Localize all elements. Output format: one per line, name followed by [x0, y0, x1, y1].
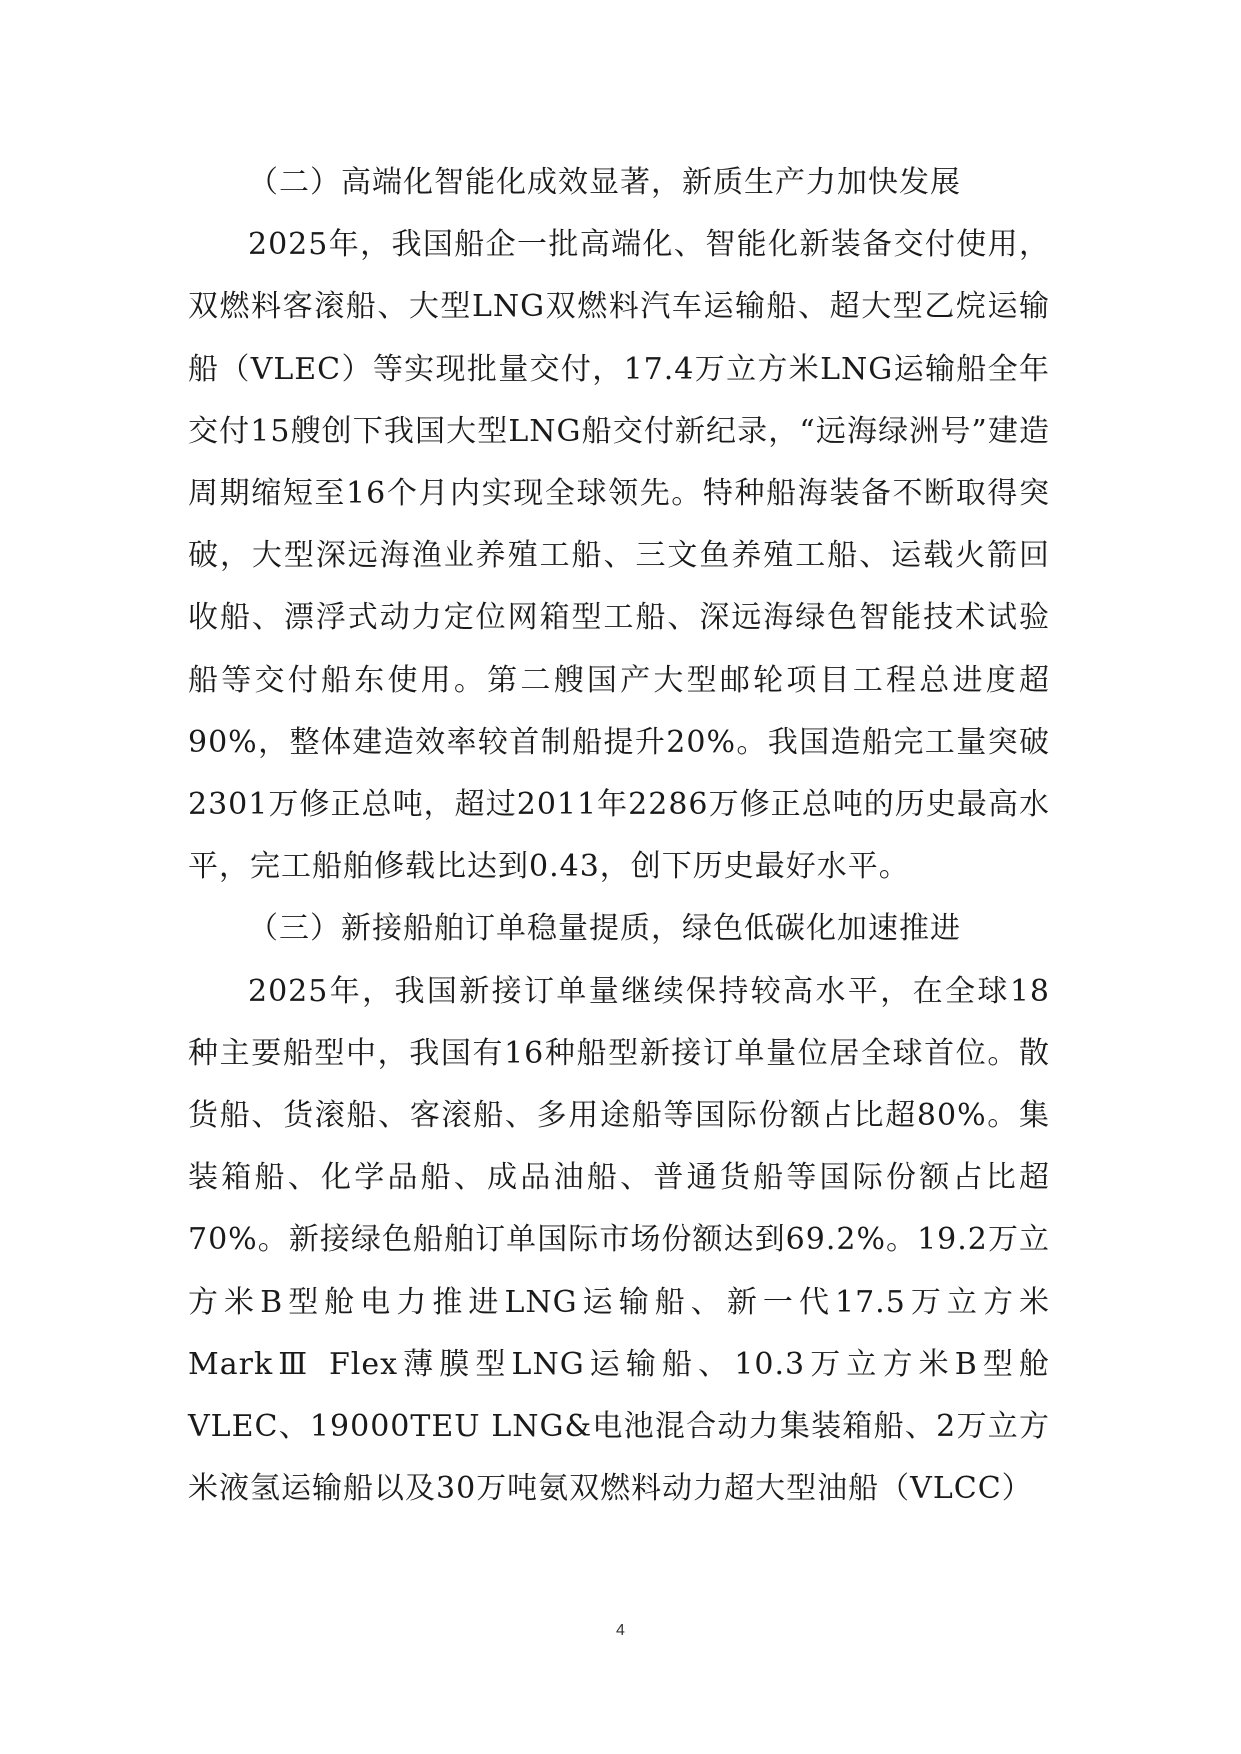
section-heading-3: （三）新接船舶订单稳量提质，绿色低碳化加速推进 [248, 911, 961, 947]
section-paragraph-3: 2025年，我国新接订单量继续保持较高水平，在全球18种主要船型中，我国有16种船型新接订单量位居全球首位。散货船、货滚船、客滚船、多用途船等国际份额占比超80%。集装箱船、化学品船、成品油船、普通货船等国际份额占比超70%。新接绿色船舶订单国际市场份额达到69.2%。19.2万立方米B型舱电力推进LNG运输船、新一代17.5万立方米MarkⅢ Flex薄膜型LNG运输船、10.3万立方米B型舱VLEC、19000TEU LNG&电池混合动力集装箱船、2万立方米液氢运输船以及30万吨氨双燃料动力超大型油船（VLCC） [188, 973, 1050, 1507]
section-paragraph-2: 2025年，我国船企一批高端化、智能化新装备交付使用，双燃料客滚船、大型LNG双燃料汽车运输船、超大型乙烷运输船（VLEC）等实现批量交付，17.4万立方米LNG运输船全年交付15艘创下我国大型LNG船交付新纪录，“远海绿洲号”建造周期缩短至16个月内实现全球领先。特种船海装备不断取得突破，大型深远海渔业养殖工船、三文鱼养殖工船、运载火箭回收船、漂浮式动力定位网箱型工船、深远海绿色智能技术试验船等交付船东使用。第二艘国产大型邮轮项目工程总进度超90%，整体建造效率较首制船提升20%。我国造船完工量突破2301万修正总吨，超过2011年2286万修正总吨的历史最高水平，完工船舶修载比达到0.43，创下历史最好水平。 [188, 227, 1050, 885]
page-number: 4 [616, 1622, 625, 1639]
section-heading-2: （二）高端化智能化成效显著，新质生产力加快发展 [248, 165, 961, 200]
body-text [188, 152, 1050, 1520]
